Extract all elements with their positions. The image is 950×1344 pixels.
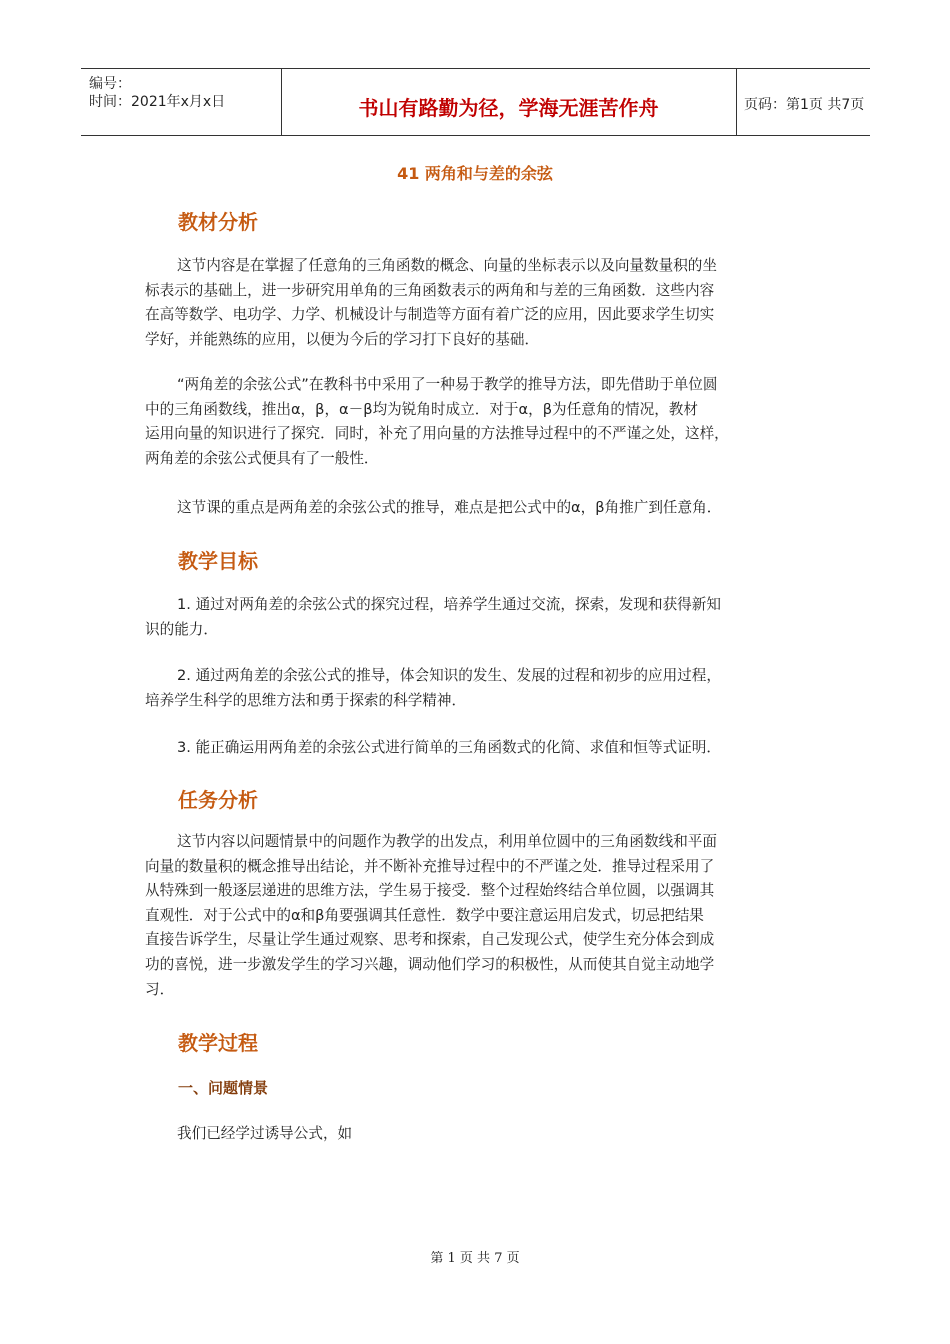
paragraph (145, 1122, 805, 1147)
paragraph (145, 373, 805, 471)
text-line: 习． (145, 980, 175, 998)
paragraph (145, 496, 805, 521)
header-motto: 书山有路勤为径，学海无涯苦作舟 (358, 96, 659, 120)
paragraph (145, 664, 805, 713)
header-right-cell (736, 69, 870, 135)
text-line: 这节内容以问题情景中的问题作为教学的出发点，利用单位圆中的三角函数线和平面 (177, 833, 717, 850)
paragraph (145, 736, 805, 761)
text-line: 功的喜悦，进一步激发学生的学习兴趣，调动他们学习的积极性，从而使其自觉主动地学 (145, 955, 715, 973)
text-line: 从特殊到一般逐层递进的思维方法，学生易于接受．整个过程始终结合单位圆，以强调其 (145, 882, 715, 900)
document-date-label: 时间：2021年x月x日 (89, 94, 226, 110)
text-line: 培养学生科学的思维方法和勇于探索的科学精神． (145, 691, 467, 709)
text-line: 标表示的基础上，进一步研究用单角的三角函数表示的两角和与差的三角函数．这些内容 (145, 281, 715, 299)
paragraph (145, 593, 805, 642)
paragraph (145, 254, 805, 352)
header-table (81, 68, 870, 136)
text-line: 1. 通过对两角差的余弦公式的探究过程，培养学生通过交流，探索，发现和获得新知 (177, 596, 721, 613)
text-line: 直接告诉学生，尽量让学生通过观察、思考和探索，自己发现公式，使学生充分体会到成 (145, 931, 715, 949)
text-line: 学好，并能熟练的应用，以便为今后的学习打下良好的基础． (145, 330, 540, 348)
header-left-cell (81, 69, 282, 135)
text-line: 这节课的重点是两角差的余弦公式的推导，难点是把公式中的α，β角推广到任意角． (177, 499, 722, 516)
text-line: 2. 通过两角差的余弦公式的推导，体会知识的发生、发展的过程和初步的应用过程， (177, 667, 721, 684)
text-line: 我们已经学过诱导公式，如 (177, 1125, 353, 1142)
text-line: 运用向量的知识进行了探究．同时，补充了用向量的方法推导过程中的不严谨之处，这样， (145, 425, 729, 443)
section-heading-task-analysis: 任务分析 (178, 788, 258, 812)
section-heading-textbook-analysis: 教材分析 (178, 210, 258, 234)
text-line: 这节内容是在掌握了任意角的三角函数的概念、向量的坐标表示以及向量数量积的坐 (177, 257, 717, 274)
text-line: “两角差的余弦公式”在教科书中采用了一种易于教学的推导方法，即先借助于单位圆 (177, 376, 718, 393)
text-line: 向量的数量积的概念推导出结论，并不断补充推导过程中的不严谨之处．推导过程采用了 (145, 857, 715, 875)
subsection-heading-problem-scenario: 一、问题情景 (178, 1079, 269, 1097)
section-heading-teaching-objectives: 教学目标 (178, 549, 258, 573)
paragraph (145, 830, 805, 1002)
text-line: 在高等数学、电功学、力学、机械设计与制造等方面有着广泛的应用，因此要求学生切实 (145, 306, 715, 324)
text-line: 两角差的余弦公式便具有了一般性． (145, 449, 379, 467)
header-page-info: 页码：第1页 共7页 (744, 97, 865, 113)
document-number-label: 编号： (89, 76, 131, 92)
document-title: 41 两角和与差的余弦 (397, 164, 553, 183)
page-footer: 第 1 页 共 7 页 (430, 1251, 520, 1266)
text-line: 中的三角函数线，推出α，β，α－β均为锐角时成立．对于α，β为任意角的情况，教材 (145, 400, 698, 418)
header-middle-cell (281, 69, 737, 135)
section-heading-teaching-process: 教学过程 (178, 1031, 258, 1055)
text-line: 直观性．对于公式中的α和β角要强调其任意性．数学中要注意运用启发式，切忌把结果 (145, 906, 704, 924)
text-line: 识的能力． (145, 620, 218, 638)
text-line: 3. 能正确运用两角差的余弦公式进行简单的三角函数式的化简、求值和恒等式证明． (177, 739, 721, 756)
